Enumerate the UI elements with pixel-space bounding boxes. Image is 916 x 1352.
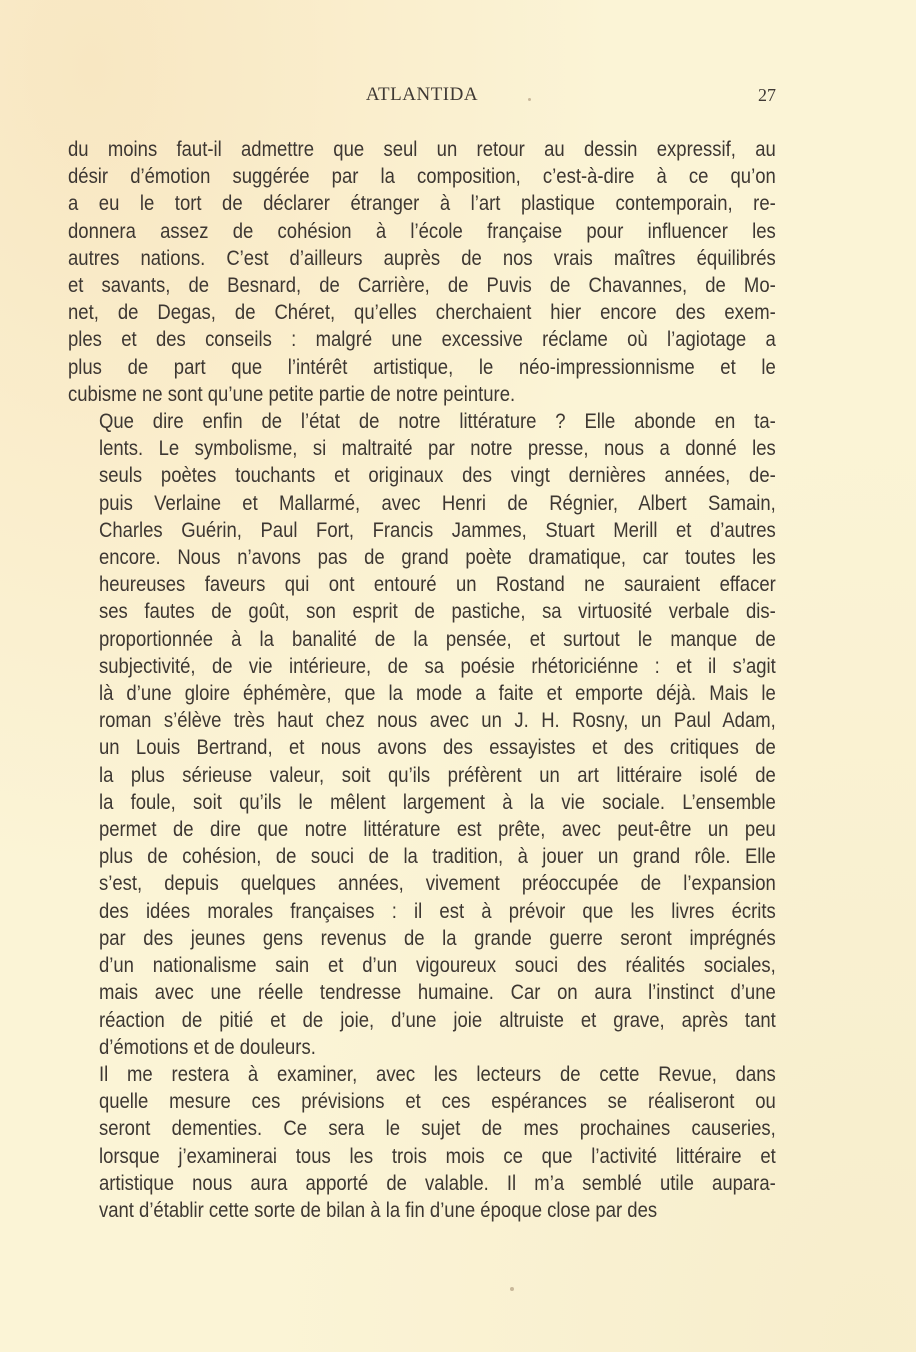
text-line: désir d’émotion suggérée par la composition, c’est-à-dire à ce qu’on bbox=[68, 164, 776, 189]
text-line: permet de dire que notre littérature est prête, avec peut-être un peu bbox=[98, 817, 776, 842]
text-line: mais avec une réelle tendresse humaine. Car on aura l’instinct d’une bbox=[98, 980, 776, 1005]
text-line: là d’une gloire éphémère, que la mode a faite et emporte déjà. Mais le bbox=[98, 681, 776, 706]
text-line: artistique nous aura apporté de valable. Il m’a semblé utile aupara- bbox=[98, 1170, 776, 1195]
text-line: subjectivité, de vie intérieure, de sa poésie rhétoriciénne : et il s’agit bbox=[98, 653, 776, 678]
body-text bbox=[68, 136, 776, 1224]
text-line: ples et des conseils : malgré une excessive réclame où l’agiotage a bbox=[68, 327, 776, 352]
paper-speck bbox=[528, 98, 531, 101]
text-line: lents. Le symbolisme, si maltraité par notre presse, nous a donné les bbox=[98, 436, 776, 461]
text-line: autres nations. C’est d’ailleurs auprès de nos vrais maîtres équilibrés bbox=[68, 245, 776, 270]
text-line: un Louis Bertrand, et nous avons des essayistes et des critiques de bbox=[98, 735, 776, 760]
paragraph bbox=[68, 136, 776, 408]
text-line: vant d’établir cette sorte de bilan à la fin d’une époque close par des bbox=[98, 1197, 658, 1222]
text-line: et savants, de Besnard, de Carrière, de Puvis de Chavannes, de Mo- bbox=[68, 273, 776, 298]
paragraph bbox=[68, 408, 776, 1061]
text-line: plus de cohésion, de souci de la tradition, à jouer un grand rôle. Elle bbox=[98, 844, 776, 869]
text-line: heureuses faveurs qui ont entouré un Rostand ne sauraient effacer bbox=[98, 572, 776, 597]
text-line: ses fautes de goût, son esprit de pastiche, sa virtuosité verbale dis- bbox=[98, 599, 776, 624]
text-line: par des jeunes gens revenus de la grande guerre seront imprégnés bbox=[98, 925, 776, 950]
text-line: la plus sérieuse valeur, soit qu’ils préfèrent un art littéraire isolé de bbox=[98, 762, 776, 787]
running-title: ATLANTIDA bbox=[365, 84, 479, 105]
page-number: 27 bbox=[758, 85, 776, 105]
text-line: donnera assez de cohésion à l’école française pour influencer les bbox=[68, 218, 776, 243]
text-line: d’émotions et de douleurs. bbox=[98, 1034, 316, 1059]
text-line: puis Verlaine et Mallarmé, avec Henri de Régnier, Albert Samain, bbox=[98, 490, 776, 515]
text-line: réaction de pitié et de joie, d’une joie altruiste et grave, après tant bbox=[98, 1007, 776, 1032]
text-line: proportionnée à la banalité de la pensée, et surtout le manque de bbox=[98, 626, 776, 651]
text-line: Charles Guérin, Paul Fort, Francis Jammes, Stuart Merill et d’autres bbox=[98, 517, 776, 542]
text-line: plus de part que l’intérêt artistique, le néo-impressionnisme et le bbox=[68, 354, 776, 379]
text-line: d’un nationalisme sain et d’un vigoureux souci des réalités sociales, bbox=[98, 953, 776, 978]
paragraph bbox=[68, 1061, 776, 1224]
book-page bbox=[68, 82, 776, 1224]
text-line: des idées morales françaises : il est à prévoir que les livres écrits bbox=[98, 898, 776, 923]
paper-speck bbox=[510, 1287, 514, 1291]
text-line: lorsque j’examinerai tous les trois mois ce que l’activité littéraire et bbox=[98, 1143, 776, 1168]
text-line: du moins faut-il admettre que seul un retour au dessin expressif, au bbox=[68, 137, 776, 161]
text-line: Que dire enfin de l’état de notre littérature ? Elle abonde en ta- bbox=[98, 409, 776, 434]
text-line: cubisme ne sont qu’une petite partie de notre peinture. bbox=[68, 381, 516, 406]
text-line: la foule, soit qu’ils le mêlent largement à la vie sociale. L’ensemble bbox=[98, 789, 776, 814]
text-line: roman s’élève très haut chez nous avec un J. H. Rosny, un Paul Adam, bbox=[98, 708, 776, 733]
text-line: net, de Degas, de Chéret, qu’elles cherchaient hier encore des exem- bbox=[68, 300, 776, 325]
running-head bbox=[68, 82, 776, 112]
text-line: quelle mesure ces prévisions et ces espérances se réaliseront ou bbox=[98, 1089, 776, 1114]
text-line: seront dementies. Ce sera le sujet de mes prochaines causeries, bbox=[98, 1116, 776, 1141]
text-line: encore. Nous n’avons pas de grand poète dramatique, car toutes les bbox=[98, 545, 776, 570]
text-line: a eu le tort de déclarer étranger à l’art plastique contemporain, re- bbox=[68, 191, 776, 216]
text-line: seuls poètes touchants et originaux des vingt dernières années, de- bbox=[98, 463, 776, 488]
text-line: Il me restera à examiner, avec les lecteurs de cette Revue, dans bbox=[98, 1061, 776, 1086]
text-line: s’est, depuis quelques années, vivement préoccupée de l’expansion bbox=[98, 871, 776, 896]
